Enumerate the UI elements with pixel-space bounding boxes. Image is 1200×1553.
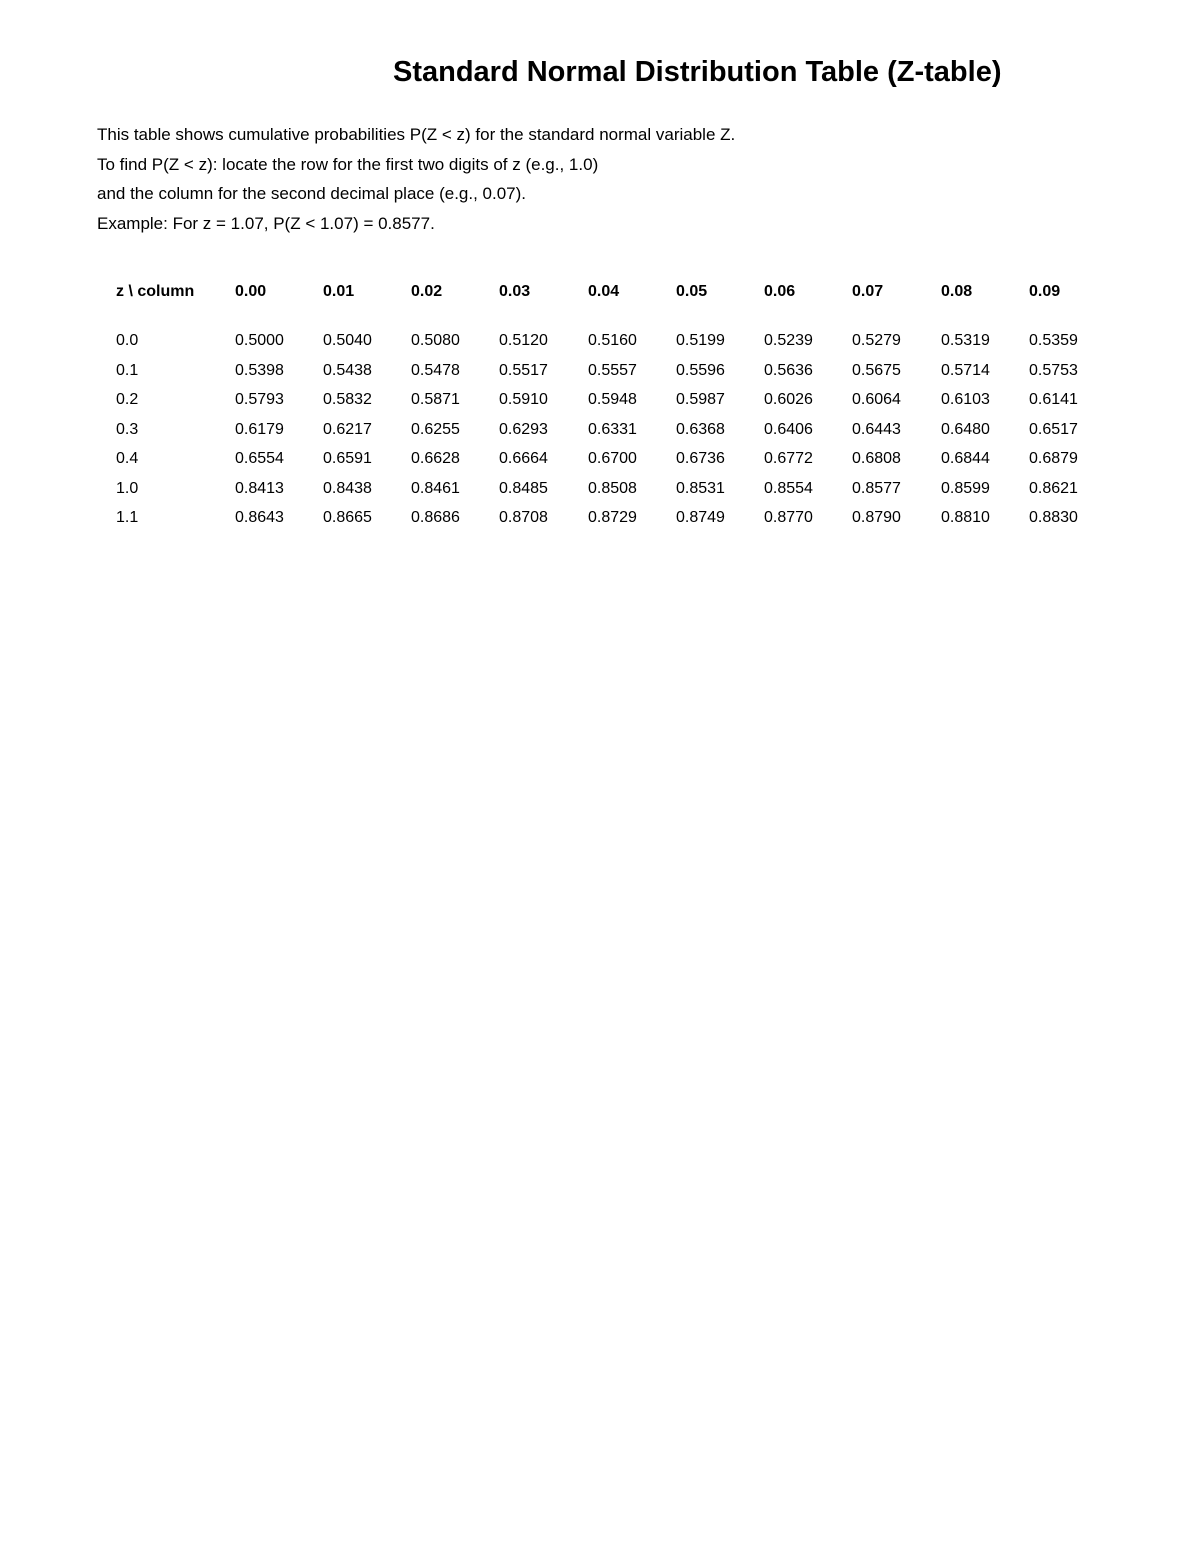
table-cell: 0.6255 bbox=[411, 421, 460, 438]
column-header: 0.02 bbox=[411, 283, 443, 300]
table-cell: 0.5596 bbox=[676, 362, 725, 379]
table-cell: 0.6064 bbox=[852, 391, 901, 408]
table-cell: 0.5987 bbox=[676, 391, 725, 408]
table-cell: 0.5239 bbox=[764, 332, 813, 349]
table-cell: 0.5636 bbox=[764, 362, 813, 379]
table-cell: 0.5675 bbox=[852, 362, 901, 379]
table-cell: 0.5793 bbox=[235, 391, 284, 408]
table-cell: 0.8438 bbox=[323, 480, 372, 497]
table-cell: 0.5319 bbox=[941, 332, 990, 349]
table-cell: 0.6628 bbox=[411, 450, 460, 467]
intro-line: Example: For z = 1.07, P(Z < 1.07) = 0.8577. bbox=[97, 214, 435, 234]
table-cell: 0.5517 bbox=[499, 362, 548, 379]
table-cell: 0.8790 bbox=[852, 509, 901, 526]
table-cell: 0.5160 bbox=[588, 332, 637, 349]
row-z-label: 0.1 bbox=[116, 362, 139, 379]
table-cell: 0.8531 bbox=[676, 480, 725, 497]
table-cell: 0.5832 bbox=[323, 391, 372, 408]
table-cell: 0.8599 bbox=[941, 480, 990, 497]
column-header: 0.01 bbox=[323, 283, 355, 300]
table-cell: 0.5279 bbox=[852, 332, 901, 349]
table-cell: 0.6331 bbox=[588, 421, 637, 438]
table-cell: 0.6772 bbox=[764, 450, 813, 467]
table-cell: 0.5910 bbox=[499, 391, 548, 408]
table-cell: 0.6141 bbox=[1029, 391, 1078, 408]
table-cell: 0.6808 bbox=[852, 450, 901, 467]
table-cell: 0.5948 bbox=[588, 391, 637, 408]
column-header: 0.04 bbox=[588, 283, 620, 300]
table-cell: 0.6480 bbox=[941, 421, 990, 438]
z-table bbox=[0, 0, 1200, 560]
table-cell: 0.8485 bbox=[499, 480, 548, 497]
column-header: 0.00 bbox=[235, 283, 267, 300]
column-header: 0.09 bbox=[1029, 283, 1061, 300]
table-cell: 0.8770 bbox=[764, 509, 813, 526]
column-header: 0.06 bbox=[764, 283, 796, 300]
table-cell: 0.6736 bbox=[676, 450, 725, 467]
table-cell: 0.6844 bbox=[941, 450, 990, 467]
table-cell: 0.8554 bbox=[764, 480, 813, 497]
table-corner-header: z \ column bbox=[116, 283, 195, 300]
table-cell: 0.8413 bbox=[235, 480, 284, 497]
table-cell: 0.8686 bbox=[411, 509, 460, 526]
row-z-label: 1.0 bbox=[116, 480, 139, 497]
table-cell: 0.5714 bbox=[941, 362, 990, 379]
row-z-label: 0.2 bbox=[116, 391, 139, 408]
table-cell: 0.6293 bbox=[499, 421, 548, 438]
column-header: 0.07 bbox=[852, 283, 884, 300]
table-cell: 0.6664 bbox=[499, 450, 548, 467]
table-cell: 0.8830 bbox=[1029, 509, 1078, 526]
table-cell: 0.6103 bbox=[941, 391, 990, 408]
table-cell: 0.5000 bbox=[235, 332, 284, 349]
table-cell: 0.5199 bbox=[676, 332, 725, 349]
table-cell: 0.6700 bbox=[588, 450, 637, 467]
row-z-label: 0.4 bbox=[116, 450, 139, 467]
intro-line: To find P(Z < z): locate the row for the first two digits of z (e.g., 1.0) bbox=[97, 154, 599, 174]
row-z-label: 1.1 bbox=[116, 509, 139, 526]
table-cell: 0.6879 bbox=[1029, 450, 1078, 467]
table-cell: 0.5438 bbox=[323, 362, 372, 379]
page-title: Standard Normal Distribution Table (Z-table) bbox=[393, 56, 1002, 88]
table-cell: 0.5753 bbox=[1029, 362, 1078, 379]
table-cell: 0.6517 bbox=[1029, 421, 1078, 438]
row-z-label: 0.0 bbox=[116, 332, 139, 349]
table-cell: 0.5040 bbox=[323, 332, 372, 349]
table-cell: 0.8708 bbox=[499, 509, 548, 526]
table-cell: 0.6443 bbox=[852, 421, 901, 438]
table-cell: 0.6554 bbox=[235, 450, 284, 467]
table-cell: 0.8643 bbox=[235, 509, 284, 526]
column-header: 0.05 bbox=[676, 283, 708, 300]
intro-line: This table shows cumulative probabilities P(Z < z) for the standard normal variable Z. bbox=[97, 125, 736, 144]
table-cell: 0.6406 bbox=[764, 421, 813, 438]
table-cell: 0.8729 bbox=[588, 509, 637, 526]
table-cell: 0.5871 bbox=[411, 391, 460, 408]
table-cell: 0.5120 bbox=[499, 332, 548, 349]
table-cell: 0.5398 bbox=[235, 362, 284, 379]
table-cell: 0.6026 bbox=[764, 391, 813, 408]
table-cell: 0.6591 bbox=[323, 450, 372, 467]
table-cell: 0.5080 bbox=[411, 332, 460, 349]
table-cell: 0.8461 bbox=[411, 480, 460, 497]
table-cell: 0.8665 bbox=[323, 509, 372, 526]
table-cell: 0.6368 bbox=[676, 421, 725, 438]
intro-line: and the column for the second decimal place (e.g., 0.07). bbox=[97, 184, 527, 204]
table-cell: 0.8577 bbox=[852, 480, 901, 497]
table-cell: 0.5359 bbox=[1029, 332, 1078, 349]
table-cell: 0.8621 bbox=[1029, 480, 1078, 497]
table-cell: 0.8810 bbox=[941, 509, 990, 526]
table-cell: 0.8749 bbox=[676, 509, 725, 526]
table-cell: 0.5557 bbox=[588, 362, 637, 379]
table-cell: 0.6179 bbox=[235, 421, 284, 438]
column-header: 0.08 bbox=[941, 283, 973, 300]
row-z-label: 0.3 bbox=[116, 421, 139, 438]
table-cell: 0.8508 bbox=[588, 480, 637, 497]
table-cell: 0.6217 bbox=[323, 421, 372, 438]
table-cell: 0.5478 bbox=[411, 362, 460, 379]
column-header: 0.03 bbox=[499, 283, 531, 300]
